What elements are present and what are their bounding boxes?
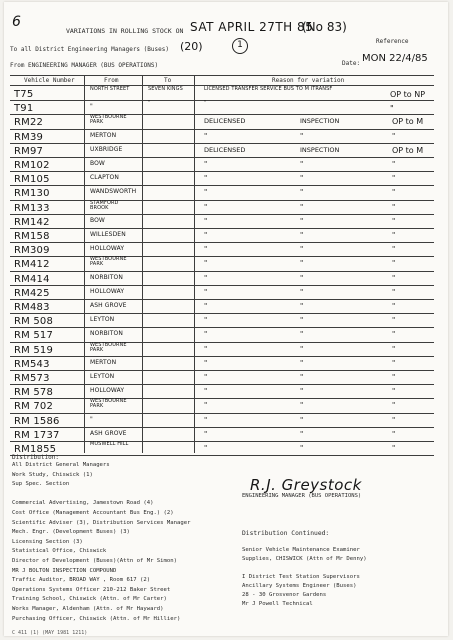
from-garage: HOLLOWAY xyxy=(90,287,125,295)
handwritten-issue-date: MON 22/4/85 xyxy=(362,53,428,64)
from-garage: NORBITON xyxy=(90,273,123,281)
variation-code: " xyxy=(392,401,396,410)
distribution-continued-heading: Distribution Continued: xyxy=(242,530,330,537)
distribution-line: Mech. Engr. (Development Buses) (3) xyxy=(12,529,130,536)
variation-reason: " xyxy=(204,358,208,367)
variation-code: " xyxy=(392,415,396,424)
variation-reason: " xyxy=(204,245,208,254)
variation-code: " xyxy=(392,287,396,296)
distribution-line: Sup Spec. Section xyxy=(12,481,70,488)
from-garage: BOW xyxy=(90,160,105,167)
variation-reason: LICENSED TRANSFER SERVICE BUS TO M ITRANSF xyxy=(204,86,333,92)
from-garage: LEYTON xyxy=(90,373,115,380)
variation-reason: " xyxy=(204,287,208,296)
variation-reason: " xyxy=(204,202,208,211)
variation-reason: " xyxy=(204,273,208,282)
row-rule xyxy=(10,398,434,399)
from-line: From ENGINEERING MANAGER (BUS OPERATIONS) xyxy=(10,62,159,69)
variation-code: " xyxy=(392,344,396,353)
row-rule xyxy=(10,200,434,201)
variation-reason: " xyxy=(204,188,208,197)
from-garage: UXBRIDGE xyxy=(90,145,123,153)
from-garage: " xyxy=(90,415,93,423)
variation-reason: " xyxy=(204,444,208,452)
to-handwritten-count: (20) xyxy=(180,40,203,53)
from-garage: WESTBOURNE PARK xyxy=(90,114,127,126)
signature: R.J. Greystock xyxy=(250,476,362,494)
vehicle-number: RM 1737 xyxy=(14,429,60,441)
variation-note: " xyxy=(300,259,304,268)
reference-label: Reference xyxy=(376,38,409,45)
variation-reason: " xyxy=(204,160,208,168)
variation-reason: " xyxy=(204,429,208,438)
variation-code: " xyxy=(392,259,396,268)
variation-code: " xyxy=(392,231,396,239)
variation-code: " xyxy=(392,330,396,339)
variation-note: " xyxy=(300,160,304,168)
from-garage: WANDSWORTH xyxy=(90,188,137,196)
variation-reason: " xyxy=(204,373,208,381)
row-rule xyxy=(10,256,434,257)
variation-code: OP to M xyxy=(392,145,424,155)
variation-code: " xyxy=(392,316,396,325)
variation-note: " xyxy=(300,344,304,353)
variation-code: " xyxy=(392,273,396,282)
variation-code: " xyxy=(392,429,396,438)
row-rule xyxy=(10,356,434,357)
variation-note: " xyxy=(300,245,304,254)
from-garage: ASH GROVE xyxy=(90,429,127,437)
variation-note: " xyxy=(300,444,304,452)
from-garage: HOLLOWAY xyxy=(90,245,125,253)
column-header-from: From xyxy=(104,77,119,84)
variation-code: " xyxy=(392,174,396,183)
variation-code: " xyxy=(392,216,396,225)
vehicle-number: RM425 xyxy=(14,287,50,299)
from-garage: ASH GROVE xyxy=(90,302,127,309)
variation-code: " xyxy=(392,202,396,211)
distribution-line: Training School, Chiswick (Attn. of Mr Carter) xyxy=(12,596,167,603)
vehicle-number: RM 578 xyxy=(14,387,54,399)
row-rule xyxy=(10,143,434,144)
vehicle-number: RM158 xyxy=(14,231,50,242)
row-rule xyxy=(10,242,434,243)
row-rule xyxy=(10,114,434,115)
column-rule xyxy=(142,75,143,453)
distribution-line: Operations Systems Officer 210-212 Baker Street xyxy=(12,586,171,593)
vehicle-number: T91 xyxy=(14,103,34,115)
vehicle-number: RM105 xyxy=(14,174,50,186)
variation-code: OP to NP xyxy=(390,90,426,99)
row-rule xyxy=(10,327,434,328)
distribution-heading: Distribution: xyxy=(12,454,59,461)
variation-note: " xyxy=(300,174,304,183)
distribution-continued-line: Supplies, CHISWICK (Attn of Mr Denny) xyxy=(242,556,367,562)
distribution-continued-line: 28 - 30 Grosvenor Gardens xyxy=(242,592,327,598)
variation-note: " xyxy=(300,131,304,140)
from-garage: WILLESDEN xyxy=(90,231,126,238)
from-garage: HOLLOWAY xyxy=(90,387,125,395)
row-rule xyxy=(10,313,434,314)
variation-reason: DELICENSED xyxy=(204,145,246,154)
distribution-line: Work Study, Chiswick (1) xyxy=(12,471,93,478)
variation-note: " xyxy=(300,188,304,197)
variation-reason: " xyxy=(204,401,208,410)
variation-reason: " xyxy=(204,344,208,353)
variation-note: " xyxy=(300,373,304,381)
vehicle-number: RM39 xyxy=(14,131,44,143)
row-rule xyxy=(10,342,434,343)
variation-reason: DELICENSED xyxy=(204,117,246,126)
distribution-line: Commercial Advertising, Jamestown Road (4) xyxy=(12,500,154,507)
handwritten-date: SAT APRIL 27TH 85 xyxy=(190,20,314,34)
row-rule xyxy=(10,271,434,272)
variation-note: INSPECTION xyxy=(300,145,340,154)
row-rule xyxy=(10,384,434,385)
vehicle-number: RM309 xyxy=(14,245,50,257)
variation-note: INSPECTION xyxy=(300,117,340,126)
variation-note: " xyxy=(300,287,304,296)
variation-code: " xyxy=(392,373,396,381)
row-rule xyxy=(10,157,434,158)
variation-reason: " xyxy=(204,415,208,424)
from-garage: CLAPTON xyxy=(90,174,119,182)
from-garage: WESTBOURNE PARK xyxy=(90,341,127,353)
to-line: To all District Engineering Managers (Buses) xyxy=(10,46,169,53)
variation-code: " xyxy=(392,245,396,254)
variation-code: " xyxy=(392,131,396,140)
row-rule xyxy=(10,185,434,186)
vehicle-number: RM142 xyxy=(14,216,50,228)
row-rule xyxy=(10,455,434,456)
row-rule xyxy=(10,413,434,414)
variation-reason: " xyxy=(204,100,207,107)
vehicle-number: RM22 xyxy=(14,117,44,129)
variation-code: " xyxy=(392,387,396,396)
vehicle-number: RM483 xyxy=(14,302,50,313)
distribution-line: Cost Office (Management Accountant Bus Eng.) (2) xyxy=(12,510,174,516)
distribution-line: Scientific Adviser (3), Distribution Services Manager xyxy=(12,519,191,526)
from-garage: NORBITON xyxy=(90,330,123,338)
distribution-line: Works Manager, Aldenham (Attn. of Mr Hayward) xyxy=(12,606,164,612)
from-garage: MUSWELL HILL xyxy=(90,441,129,447)
variation-reason: " xyxy=(204,174,208,183)
variation-code: " xyxy=(392,302,396,310)
from-garage: NORTH STREET xyxy=(90,86,130,92)
variation-reason: " xyxy=(204,259,208,268)
distribution-line: Statistical Office, Chiswick xyxy=(12,548,107,555)
distribution-line: Licensing Section (3) xyxy=(12,538,83,545)
row-rule xyxy=(10,129,434,130)
vehicle-number: RM 519 xyxy=(14,344,54,356)
row-rule xyxy=(10,285,434,286)
column-rule xyxy=(194,75,195,453)
to-garage: " xyxy=(148,100,151,107)
variation-reason: " xyxy=(204,231,208,239)
from-garage: " xyxy=(90,103,93,111)
variation-note: " xyxy=(300,202,304,211)
variation-note: " xyxy=(300,415,304,424)
signatory-title: ENGINEERING MANAGER (BUS OPERATIONS) xyxy=(242,493,362,499)
distribution-continued-line: I District Test Station Supervisors xyxy=(242,574,360,580)
vehicle-number: T75 xyxy=(14,89,34,100)
circled-number: 1 xyxy=(232,38,248,54)
vehicle-number: RM97 xyxy=(14,145,44,157)
to-garage: SEVEN KINGS xyxy=(148,86,183,92)
handwritten-reference: (No 83) xyxy=(302,20,347,34)
from-garage: MERTON xyxy=(90,131,117,139)
variation-code: " xyxy=(392,358,396,367)
distribution-continued-line: Senior Vehicle Maintenance Examiner xyxy=(242,547,360,553)
distribution-continued-line: Ancillary Systems Engineer (Buses) xyxy=(242,583,357,589)
variation-note: " xyxy=(300,231,304,239)
distribution-line: Traffic Auditor, BROAD WAY , Room 617 (2) xyxy=(12,577,151,584)
variation-note: " xyxy=(300,216,304,225)
distribution-line: MR J BOLTON INSPECTION COMPOUND xyxy=(12,567,117,574)
variation-code: " xyxy=(392,160,396,168)
variation-reason: " xyxy=(204,387,208,396)
vehicle-number: RM 702 xyxy=(14,401,54,413)
row-rule xyxy=(10,299,434,300)
distribution-continued-line: Mr J Powell Technical xyxy=(242,601,313,607)
vehicle-number: RM 508 xyxy=(14,316,54,328)
vehicle-number: RM102 xyxy=(14,160,50,171)
variation-code: OP to M xyxy=(392,117,424,127)
distribution-line: All District General Managers xyxy=(12,462,110,468)
vehicle-number: RM 1586 xyxy=(14,415,60,427)
column-header-to: To xyxy=(164,77,172,84)
vehicle-number: RM 517 xyxy=(14,330,54,342)
variation-reason: " xyxy=(204,131,208,140)
vehicle-number: RM414 xyxy=(14,273,50,285)
table-top-rule xyxy=(10,75,434,76)
variation-reason: " xyxy=(204,330,208,339)
from-garage: STAMFORD BROOK xyxy=(90,199,119,211)
from-garage: LEYTON xyxy=(90,316,115,324)
variation-note: " xyxy=(300,358,304,367)
vehicle-number: RM133 xyxy=(14,202,50,214)
variation-reason: " xyxy=(204,302,208,310)
variation-code: " xyxy=(392,188,396,197)
row-rule xyxy=(10,427,434,428)
row-rule xyxy=(10,228,434,229)
from-garage: BOW xyxy=(90,216,105,224)
variation-note: " xyxy=(300,316,304,325)
vehicle-number: RM543 xyxy=(14,358,50,370)
row-rule xyxy=(10,441,434,442)
form-footer-code: C 411 (1) (MAY 1981 1211) xyxy=(12,630,88,636)
page-mark: 6 xyxy=(12,14,21,30)
column-header-reason: Reason for variation xyxy=(272,77,345,84)
column-header-vehicle: Vehicle Number xyxy=(24,77,75,84)
document-page xyxy=(4,2,448,636)
variation-note: " xyxy=(300,401,304,410)
date-label: Date: xyxy=(342,60,361,67)
distribution-line: Director of Development (Buses)(Attn of Mr Simon) xyxy=(12,558,178,564)
from-garage: WESTBOURNE PARK xyxy=(90,256,127,268)
vehicle-number: RM130 xyxy=(14,188,50,200)
column-rule xyxy=(84,75,85,453)
row-rule xyxy=(10,171,434,172)
vehicle-number: RM412 xyxy=(14,259,50,271)
variation-note: " xyxy=(300,429,304,438)
from-garage: WESTBOURNE PARK xyxy=(90,398,127,410)
row-rule xyxy=(10,214,434,215)
variation-note: " xyxy=(300,330,304,339)
row-rule xyxy=(10,370,434,371)
vehicle-number: RM573 xyxy=(14,373,50,384)
variation-code: " xyxy=(390,104,394,114)
document-title: VARIATIONS IN ROLLING STOCK ON xyxy=(66,27,184,35)
from-garage: MERTON xyxy=(90,358,117,366)
vehicle-number: RM1855 xyxy=(14,444,57,455)
distribution-line: Purchasing Officer, Chiswick (Attn. of Mr Hillier) xyxy=(12,615,181,622)
variation-note: " xyxy=(300,387,304,396)
variation-code: " xyxy=(392,444,396,452)
variation-reason: " xyxy=(204,316,208,325)
variation-note: " xyxy=(300,302,304,310)
variation-note: " xyxy=(300,273,304,282)
variation-reason: " xyxy=(204,216,208,225)
